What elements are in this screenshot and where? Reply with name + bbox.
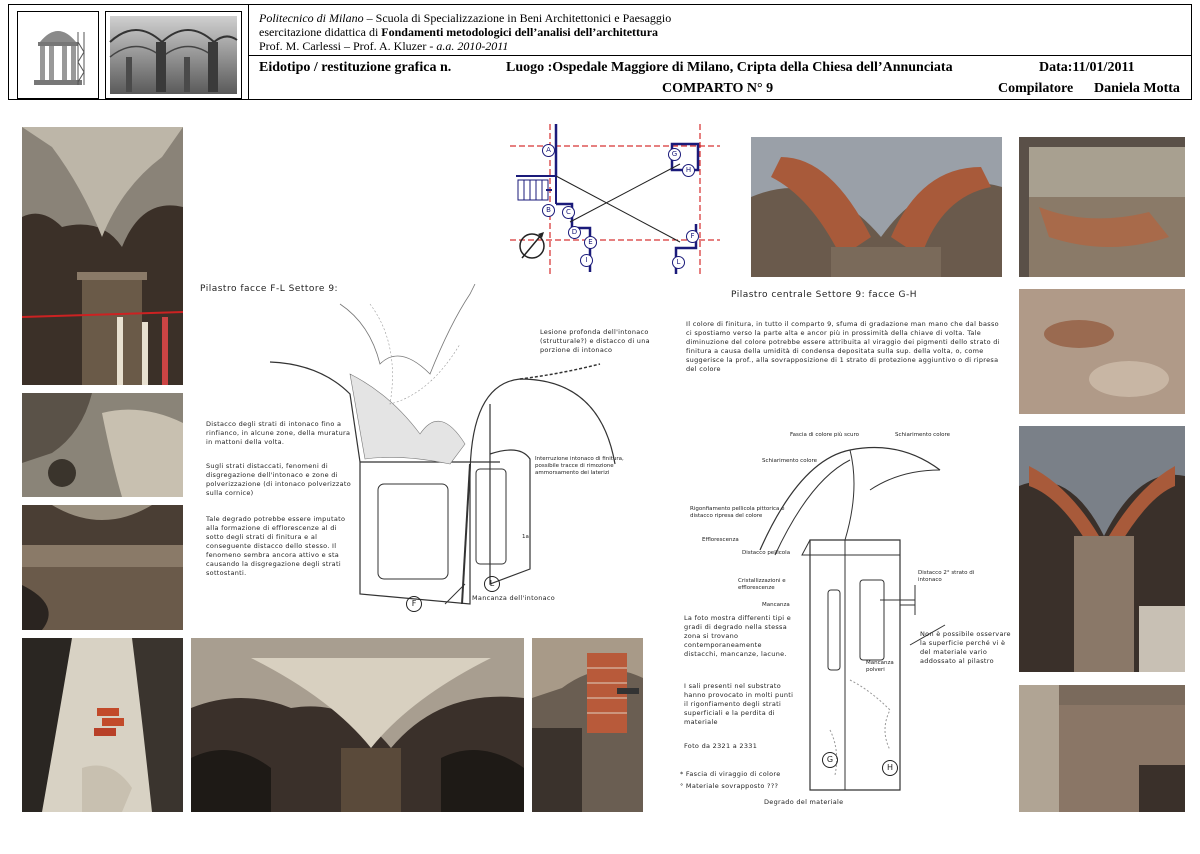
note-schiarimento-left: Schiarimento colore [762,458,817,464]
comparto-label: COMPARTO N° 9 [662,81,774,96]
right-sketch-title: Pilastro centrale Settore 9: facce G-H [731,290,917,300]
plan-label-i: I [580,254,593,267]
note-mancanza-left: Mancanza dell'intonaco [472,594,556,602]
note-degrado-left: Tale degrado potrebbe essere imputato alla formazione di efflorescenze al di sotto degli strati di finitura e al conseguente distacco dello stesso. Il fenomeno sembra ancora attivo e sta causando la disgregazione degli strati sottostanti. [206,515,346,577]
photo-corner [1019,685,1185,812]
note-fascia: Fascia di colore più scuro [790,432,860,438]
professors-line: Prof. M. Carlessi – Prof. A. Kluzer - a.a. 2010-2011 [259,39,509,53]
note-interruzione: Interruzione intonaco di finitura, possibile tracce di rimozione ammorsamento dei laterizi [535,456,624,476]
compilatore-label: Compilatore [998,81,1074,96]
photo-detail-bricks [22,638,183,812]
note-distacco: Distacco degli strati di intonaco fino a rinfianco, in alcune zone, della muratura in mattoni della volta. [206,420,351,446]
photo-central-pillar-top [751,137,1002,277]
plan-label-g: G [668,148,681,161]
note-colore-finitura: Il colore di finitura, in tutto il comparto 9, sfuma di gradazione man mano che dal basso ci spostiamo verso la parte alta e ancor più in prossimità della chiave di volta. Tale diminuzione del colore potrebbe essere attribuita al viraggio dei pigmenti dello strato di finitura a causa della umidità di condensa depositata sulla sup. della volta, o, come suggerisce la prof., alla sovrapposizione di 1 strato di protezione aggiuntivo o di ripresa del colore [686,320,1000,373]
photo-brick-arch [532,638,643,812]
header-thumbnail [105,11,242,99]
plan-label-d: D [568,226,581,239]
plan-label-c: C [562,206,575,219]
note-legend-1: * Fascia di viraggio di colore [680,770,781,778]
compilatore-name: Daniela Motta [1094,81,1180,96]
note-cristallizzazioni: Cristallizzazioni e efflorescenze [738,578,786,591]
plan-label-e: E [584,236,597,249]
note-schiarimento-right: Schiarimento colore [895,432,950,438]
note-foto-1: La foto mostra differenti tipi e gradi di degrado nella stessa zona si trovano contemporaneamente distacchi, mancanze, lacune. [684,614,792,658]
note-mancanza-right: Mancanza [762,602,790,608]
eidotipo-label: Eidotipo / restituzione grafica n. [259,60,452,75]
photo-detail-2 [22,505,183,630]
course-line: esercitazione didattica di Fondamenti metodologici dell’analisi dell’architettura [259,25,659,39]
label-1a: 1a [522,534,529,540]
note-non-possibile: Non è possibile osservare la superficie perché vi è del materiale vario addossato al pilastro [920,630,1011,665]
plan-label-b: B [542,204,555,217]
photo-cornice [1019,137,1185,277]
institution-line: Politecnico di Milano – Scuola di Specializzazione in Beni Architettonici e Paesaggio [259,11,672,25]
floor-plan [510,124,720,276]
note-lesione: Lesione profonda dell'intonaco (strutturale?) e distacco di una porzione di intonaco [540,328,650,354]
photo-detail-1 [22,393,183,497]
date-label: Data:11/01/2011 [1039,60,1135,75]
plan-label-l: L [672,256,685,269]
photo-central-pillar [1019,426,1185,672]
divider [249,55,1191,56]
left-sketch-title: Pilastro facce F-L Settore 9: [200,284,339,294]
luogo-label: Luogo :Ospedale Maggiore di Milano, Cripta della Chiesa dell’Annunciata [506,60,953,75]
note-foto-3: Foto da 2321 a 2331 [684,742,758,750]
logo [17,11,99,99]
label-g-circle: G [822,752,838,768]
note-disgregazione: Sugli strati distaccati, fenomeni di disgregazione dell'intonaco e zone di polverizzazione (di intonaco polverizzato sulla cornice) [206,462,351,497]
photo-pillar-fl [22,127,183,385]
plan-label-f: F [686,230,699,243]
note-degrado-materiale: Degrado del materiale [764,798,844,806]
plan-label-a: A [542,144,555,157]
note-mancanza-polveri: Mancanza polveri [866,660,894,673]
photo-vault [191,638,524,812]
plan-drawing [510,124,720,276]
label-l-circle: L [484,576,500,592]
note-foto-2: I sali presenti nel substrato hanno provocato in molti punti il rigonfiamento degli strati superficiali e la perdita di materiale [684,682,794,726]
photo-detail-texture [1019,289,1185,414]
title-block [248,5,1191,100]
header [8,4,1192,100]
crypt-engraving-image [106,12,241,98]
note-rigonfiamento: Rigonfiamento pellicola pittorica e distacco ripresa del colore [690,506,785,519]
label-f-circle: F [406,596,422,612]
note-distacco-pellicola: Distacco pellicola [742,550,791,556]
plan-label-h: H [682,164,695,177]
note-distacco-strato: Distacco 2° strato di intonaco [918,570,975,583]
note-legend-2: ° Materiale sovrapposto ??? [680,782,779,790]
note-efflorescenza: Efflorescenza [702,537,739,543]
building-logo-icon [18,12,98,98]
label-h-circle: H [882,760,898,776]
